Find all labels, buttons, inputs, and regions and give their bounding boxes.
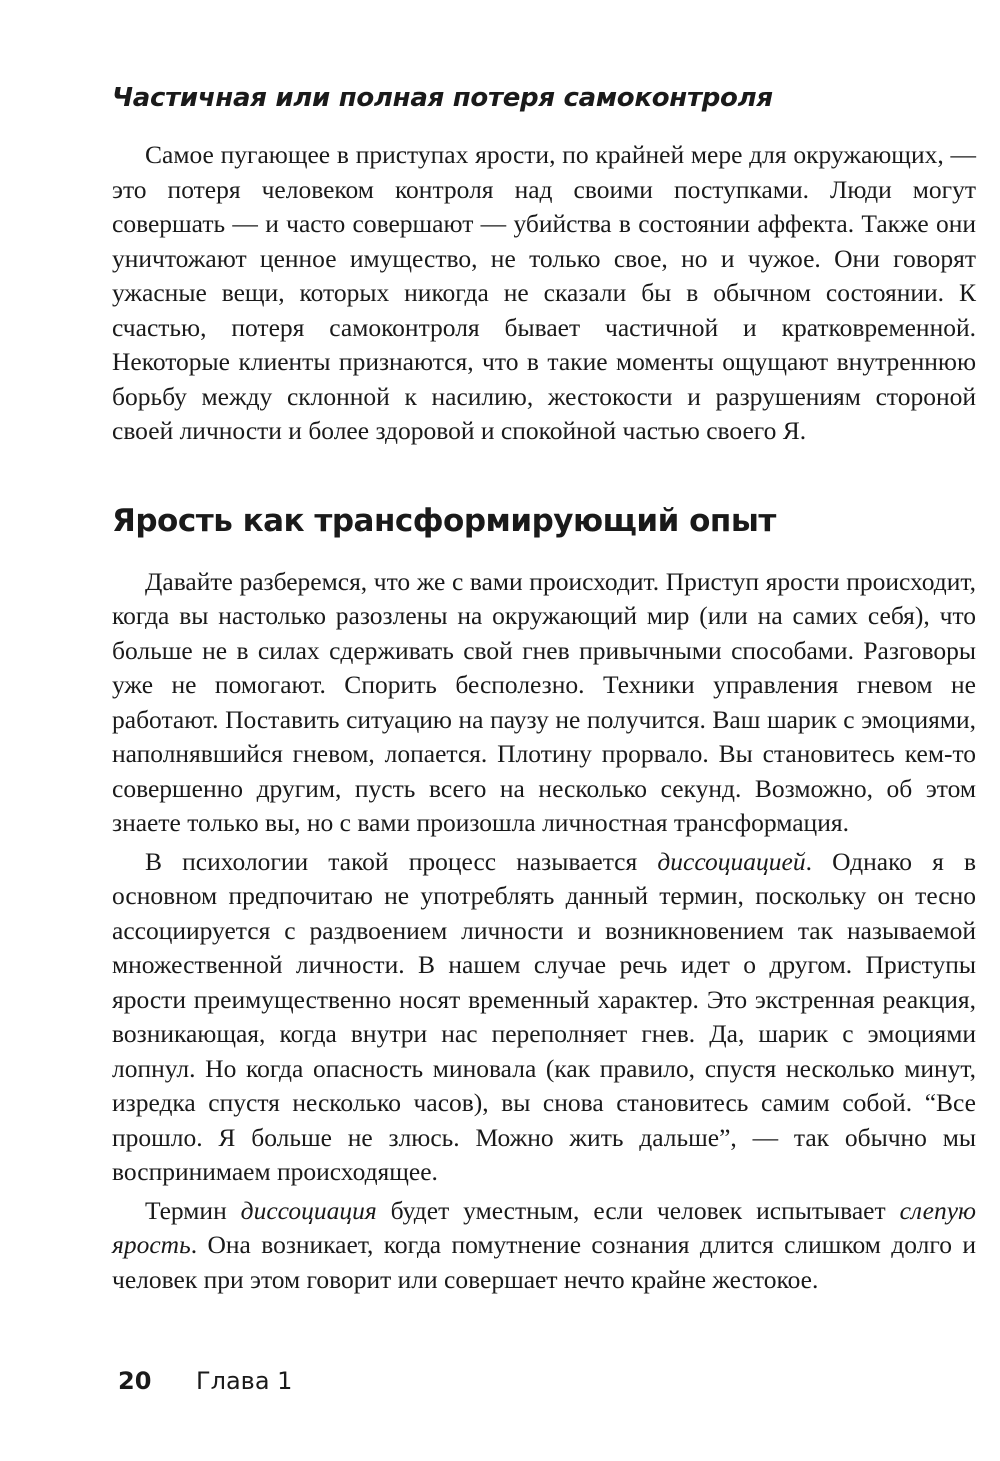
text-run: . Она возникает, когда помутнение сознания длится слишком долго и человек при этом говорит или совершает нечто крайне жестокое. [112,1230,976,1294]
text-run: . Однако я в основном предпочитаю не употреблять данный термин, поскольку он тесно ассоциируется с раздвоением личности и возникновением так называемой множественной личности. В нашем случае речь идет о другом. Приступы ярости преимущественно носят временный характер. Это экстренная реакция, возникающая, когда внутри нас переполняет гнев. Да, шарик с эмоциями лопнул. Но когда опасность миновала (как правило, спустя несколько минут, изредка спустя несколько часов), вы снова становитесь самим собой. “Все прошло. Я больше не злюсь. Можно жить дальше”, — так обычно мы воспринимаем происходящее. [112,846,976,1186]
page-footer [118,1367,292,1395]
text-run: будет уместным, если человек испытывает [376,1195,900,1225]
paragraph [112,1194,976,1298]
section-heading: Ярость как трансформирующий опыт [112,502,776,539]
text-run: Термин [145,1195,241,1225]
text-run: В психологии такой процесс называется [145,846,658,876]
chapter-label: Глава 1 [196,1367,293,1395]
italic-term: диссоциация [240,1195,377,1225]
page-body [112,78,976,1297]
italic-term: диссоциацией [657,846,806,876]
page-number: 20 [118,1367,152,1395]
italic-term: слепую ярость [112,1195,977,1259]
section-subheading: Частичная или полная потеря самоконтроля [112,83,773,113]
paragraph: Самое пугающее в приступах ярости, по крайней мере для окружающих, — это потеря человеком контроля над своими поступками. Люди могут совершать — и часто совершают — убийства в состоянии аффекта. Также они уничтожают ценное имущество, не только свое, но и чужое. Они говорят ужасные вещи, которых никогда не сказали бы в обычном состоянии. К счастью, потеря самоконтроля бывает частичной и кратковременной. Некоторые клиенты признаются, что в такие моменты ощущают внутреннюю борьбу между склонной к насилию, жестокости и разрушениям стороной своей личности и более здоровой и спокойной частью своего Я. [112,140,976,445]
paragraph [112,845,976,1190]
paragraph: Давайте разберемся, что же с вами происходит. Приступ ярости происходит, когда вы настолько разозлены на окружающий мир (или на самих себя), что больше не в силах сдерживать свой гнев привычными способами. Разговоры уже не помогают. Спорить бесполезно. Техники управления гневом не работают. Поставить ситуацию на паузу не получится. Ваш шарик с эмоциями, наполнявшийся гневом, лопается. Плотину прорвало. Вы становитесь кем-то совершенно другим, пусть всего на несколько секунд. Возможно, об этом знаете только вы, но с вами произошла личностная трансформация. [112,566,976,837]
